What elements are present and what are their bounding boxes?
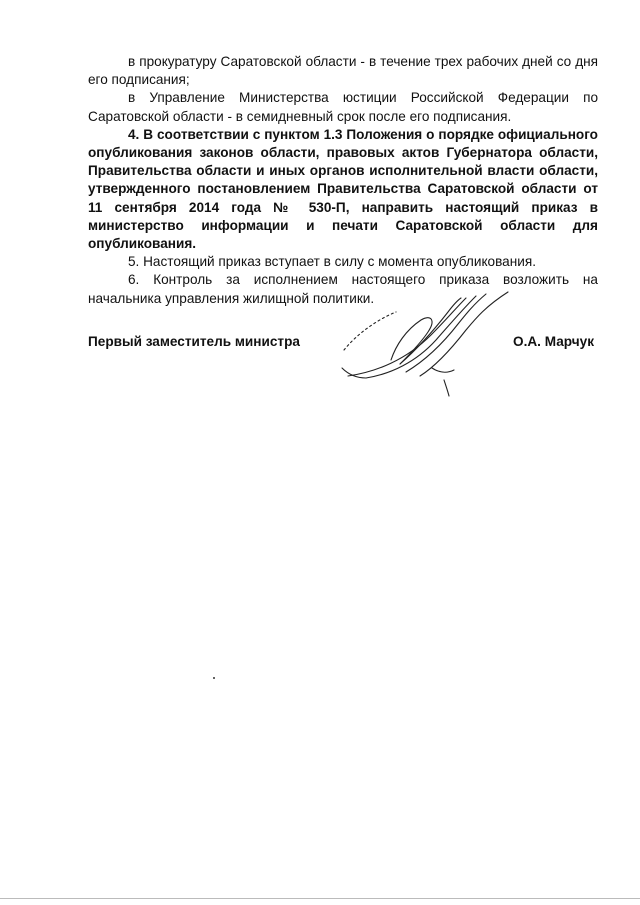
- signatory-name: О.А. Марчук: [513, 334, 594, 349]
- handwritten-signature-icon: [336, 290, 521, 400]
- document-body: [88, 53, 598, 308]
- scan-dot: [213, 677, 215, 679]
- paragraph-effective-date: 5. Настоящий приказ вступает в силу с момента опубликования.: [128, 254, 536, 270]
- page-bottom-edge: [0, 898, 640, 899]
- paragraph-justice-ministry: в Управление Министерства юстиции Российской Федерации по Саратовской области - в семидневный срок после его подписания.: [88, 90, 598, 124]
- signatory-position: Первый заместитель министра: [88, 334, 300, 349]
- signature-block: [88, 330, 598, 400]
- paragraph-publication: 4. В соответствии с пунктом 1.3 Положения о порядке официального опубликования законов области, правовых актов Губернатора области, Правительства области и иных органов исполнительной власти области, утвержденного постановлением Правительства Саратовской области от 11 сентября 2014 года № 530-П, направить настоящий приказ в министерство информации и печати Саратовской области для опубликования.: [88, 126, 598, 252]
- paragraph-prosecutor: в прокуратуру Саратовской области - в течение трех рабочих дней со дня его подписания;: [88, 54, 598, 88]
- paragraph-control: 6. Контроль за исполнением настоящего приказа возложить на начальника управления жилищной политики.: [88, 272, 598, 306]
